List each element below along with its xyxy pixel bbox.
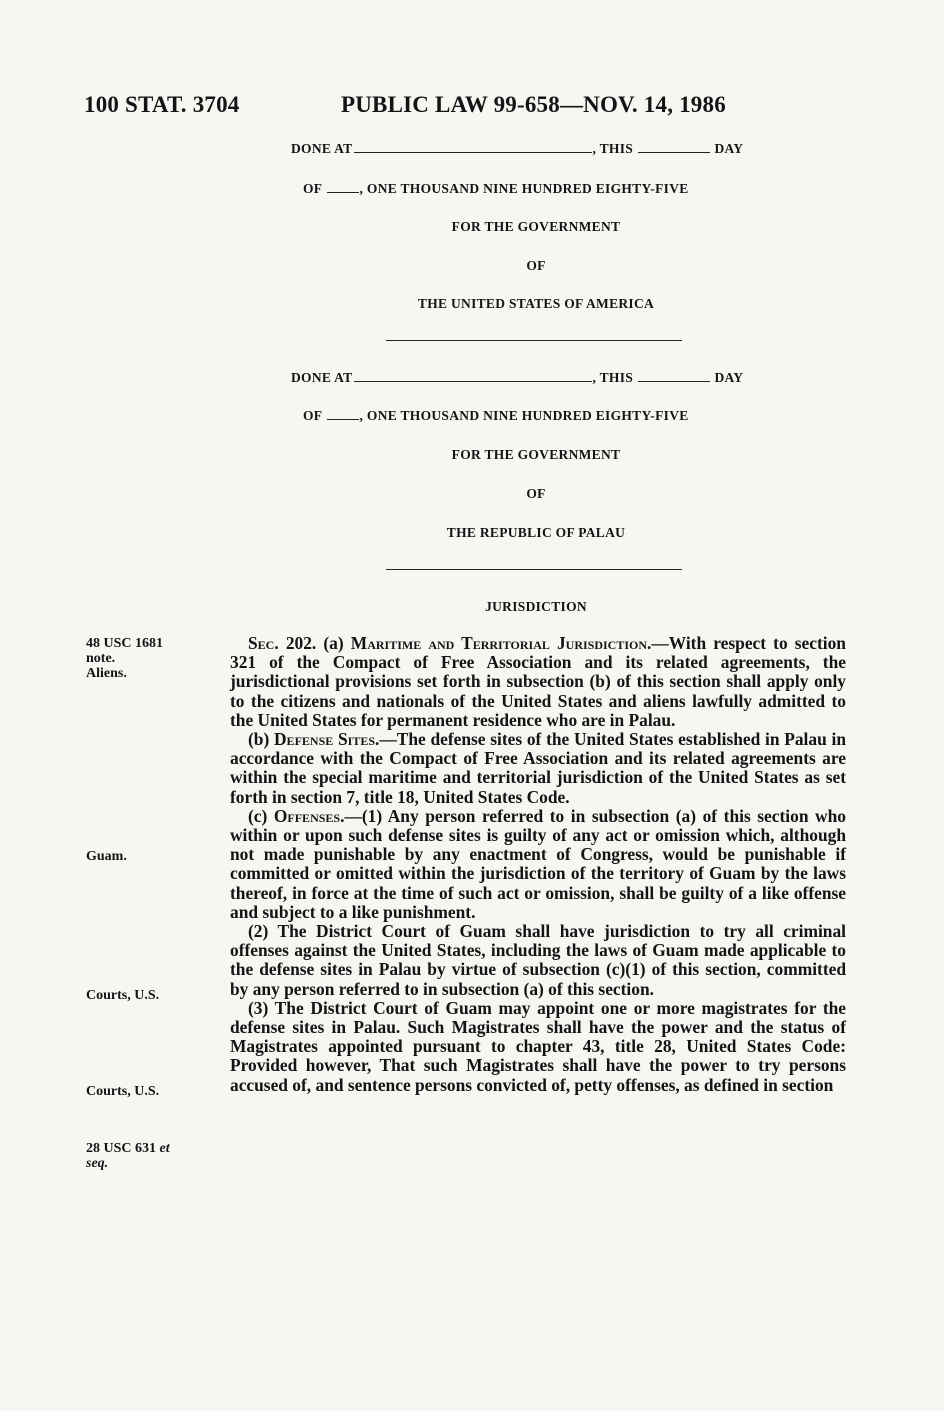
- paragraph-c: [230, 807, 846, 922]
- paragraph-c-text: .—(1) Any person referred to in subsection (a) of this section who within or upon such defense sites is guilty of any act or omission which, although not made punishable by any enactment of Congress, would be punishable if committed or omitted within the jurisdiction of the territory of Guam by the laws thereof, in force at the time of such act or omission, shall be guilty of a like offense and subject to a like punishment.: [230, 805, 846, 922]
- margin-courts-2: Courts, U.S.: [86, 1084, 160, 1099]
- paragraph-b-number: (b): [248, 729, 274, 750]
- sig2-party: THE REPUBLIC OF PALAU: [446, 525, 626, 540]
- paragraph-b-text: .—The defense sites of the United States established in Palau in accordance with the Compact of Free Association and its related agreements are within the special maritime and territorial jurisdiction of the United States as set forth in section 7, title 18, United States Code.: [230, 729, 846, 807]
- sig2-done-line: [291, 370, 743, 386]
- sig2-place-blank: [354, 380, 592, 382]
- margin-note-48usc: [86, 636, 206, 681]
- page-header: [84, 92, 844, 122]
- signature-line: [386, 340, 682, 341]
- sig2-year: , ONE THOUSAND NINE HUNDRED EIGHTY-FIVE: [359, 408, 689, 423]
- sig1-this: , THIS: [592, 141, 634, 156]
- sig1-day-blank: [638, 151, 710, 153]
- margin-note: note.: [86, 651, 116, 666]
- paragraph-a-text: .—With respect to section 321 of the Compact of Free Association and its related agreements, the jurisdictional provisions set forth in subsection (b) of this section shall apply only to the citizens and nationals of the United States and aliens lawfully admitted to the United States for permanent residence who are in Palau.: [230, 633, 846, 730]
- margin-note-28usc: [86, 1141, 206, 1171]
- section-number: 202. (a): [278, 633, 351, 653]
- sig2-month-blank: [327, 418, 359, 420]
- sig1-month-blank: [327, 191, 359, 193]
- sig2-this: , THIS: [592, 370, 634, 385]
- sig2-of2: OF: [526, 486, 546, 501]
- sig1-day: DAY: [714, 141, 744, 156]
- paragraph-c3: (3) The District Court of Guam may appoint one or more magistrates for the defense sites in Palau. Such Magistrates shall have the power and the status of Magistrates appointed pursuant to chapter 43, title 28, United States Code: Provided however, That such Magistrates shall have the power to try persons accused of, and sentence persons convicted of, petty offenses, as defined in section: [230, 997, 846, 1095]
- sig1-party: THE UNITED STATES OF AMERICA: [417, 296, 655, 311]
- sig1-place-blank: [354, 151, 592, 153]
- stat-citation: 100 STAT. 3704: [84, 92, 240, 117]
- section-label: Sec.: [248, 633, 279, 653]
- public-law-title: PUBLIC LAW 99-658—NOV. 14, 1986: [341, 92, 726, 117]
- margin-et: et: [159, 1141, 170, 1156]
- paragraph-c-number: (c): [248, 805, 274, 826]
- margin-guam: Guam.: [86, 849, 127, 864]
- sig1-done-at: DONE AT: [291, 141, 353, 156]
- sig2-for-gov: FOR THE GOVERNMENT: [451, 447, 621, 462]
- sig2-year-line: [303, 408, 689, 424]
- sig1-done-line: [291, 141, 743, 157]
- paragraph-c-heading: Offenses: [273, 805, 341, 826]
- sig2-day: DAY: [714, 370, 744, 385]
- paragraph-b-heading: Defense Sites: [274, 729, 375, 750]
- paragraph-a: [230, 634, 846, 730]
- sig1-year-line: [303, 181, 689, 197]
- section-202-body: [230, 634, 846, 1095]
- signature-line: [386, 569, 682, 570]
- section-heading: JURISDICTION: [485, 599, 587, 614]
- margin-usc-1681: 48 USC 1681: [86, 636, 164, 651]
- sig1-year: , ONE THOUSAND NINE HUNDRED EIGHTY-FIVE: [359, 181, 689, 196]
- sig1-of2: OF: [526, 258, 546, 273]
- margin-courts-1: Courts, U.S.: [86, 988, 160, 1003]
- paragraph-b: [230, 730, 846, 807]
- sig2-day-blank: [638, 380, 710, 382]
- sig2-of: OF: [303, 408, 322, 423]
- margin-usc-631: 28 USC 631: [86, 1141, 157, 1156]
- margin-aliens: Aliens.: [86, 666, 127, 681]
- sig1-for-gov: FOR THE GOVERNMENT: [451, 219, 621, 234]
- paragraph-c2: (2) The District Court of Guam shall have jurisdiction to try all criminal offenses against the United States, including the laws of Guam made applicable to the defense sites in Palau by virtue of subsection (c)(1) of this section, committed by any person referred to in subsection (a) of this section.: [230, 921, 846, 999]
- sig1-of: OF: [303, 181, 322, 196]
- margin-seq: seq.: [86, 1156, 109, 1171]
- paragraph-a-heading: Maritime and Territorial Jurisdiction: [350, 633, 648, 653]
- sig2-done-at: DONE AT: [291, 370, 353, 385]
